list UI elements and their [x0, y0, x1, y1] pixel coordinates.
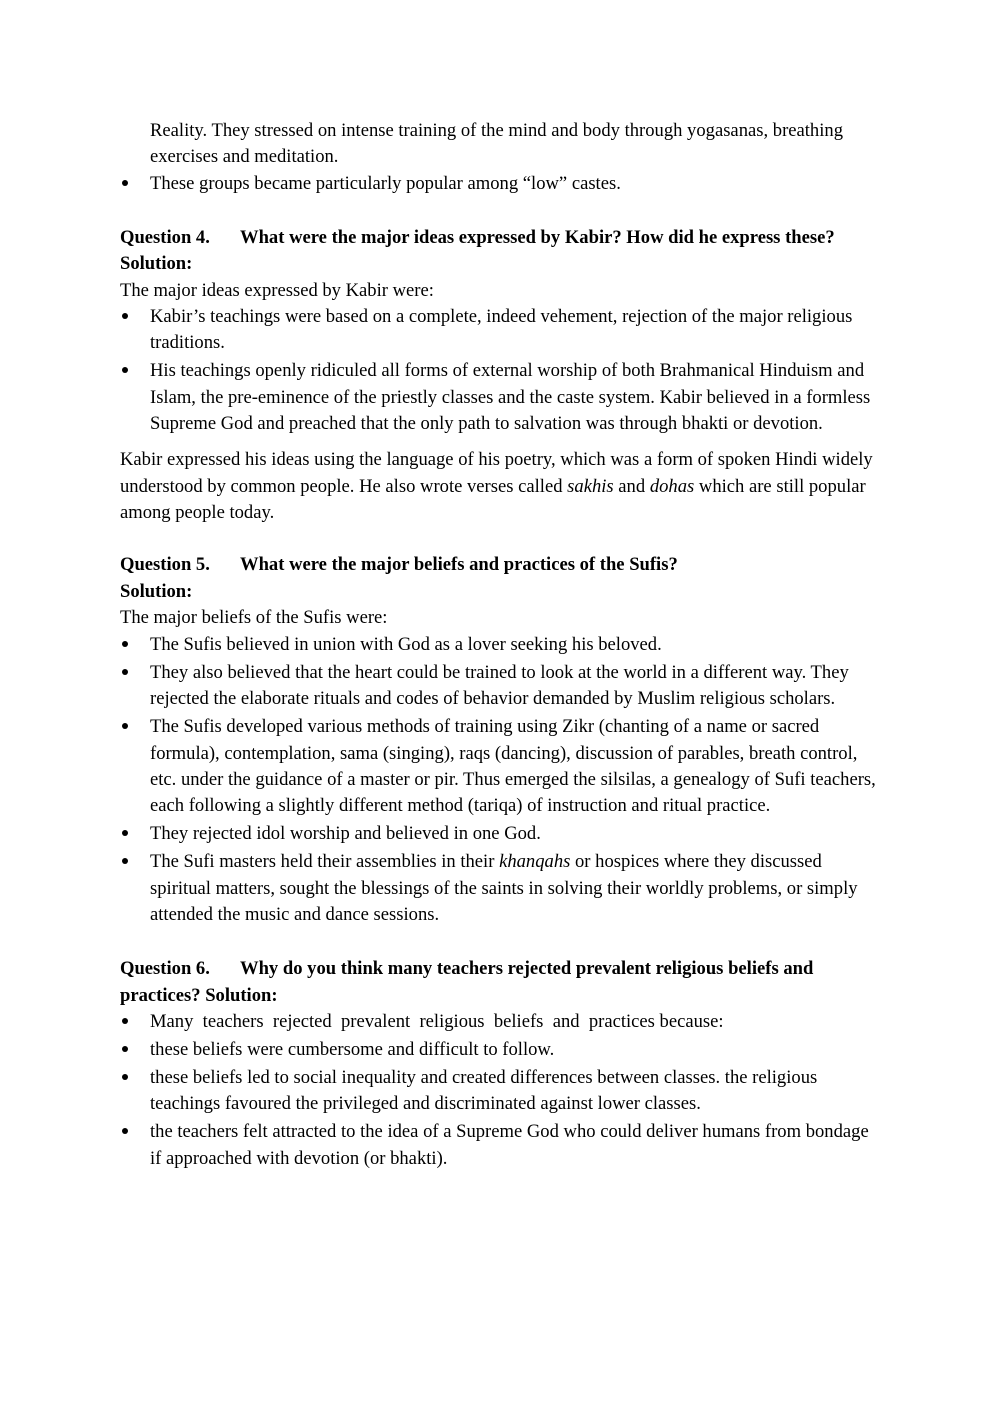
question-number: Question 6. [120, 958, 210, 980]
continued-paragraph: Reality. They stressed on intense training of the mind and body through yogasanas, breathing exercises and meditation. [150, 120, 843, 168]
document-page [120, 118, 880, 1174]
bullet-icon [122, 714, 136, 740]
bullet-icon [122, 358, 136, 384]
intro-bullet-list [120, 171, 880, 197]
question-6-heading [120, 956, 880, 1009]
solution-label: Solution: [120, 580, 193, 602]
bullet-icon [122, 1119, 136, 1145]
list-item: They rejected idol worship and believed in one God. [120, 821, 880, 847]
list-item: The Sufi masters held their assemblies in their khanqahs or hospices where they discussed spiritual matters, sought the blessings of the saints in solving their worldly problems, or simply attended the music and dance sessions. [120, 849, 880, 928]
q4-bullet-list [120, 304, 880, 438]
list-item: Many teachers rejected prevalent religious beliefs and practices because: [120, 1009, 880, 1035]
bullet-icon [122, 1037, 136, 1063]
bullet-icon [122, 1009, 136, 1035]
question-number: Question 4. [120, 226, 210, 248]
q6-bullet-list [120, 1009, 880, 1172]
question-text: What were the major beliefs and practices of the Sufis? [240, 554, 678, 576]
question-text: Why do you think many teachers rejected prevalent religious beliefs and practices? Solution: [120, 958, 814, 1006]
bullet-icon [122, 660, 136, 686]
q5-bullet-list [120, 632, 880, 929]
answer-lead: The major beliefs of the Sufis were: [120, 607, 388, 629]
bullet-icon [122, 849, 136, 875]
question-4-heading [120, 225, 880, 251]
bullet-icon [122, 304, 136, 330]
question-text: What were the major ideas expressed by Kabir? How did he express these? [240, 226, 835, 248]
bullet-icon [122, 821, 136, 847]
list-item: These groups became particularly popular among “low” castes. [120, 171, 880, 197]
list-item: the teachers felt attracted to the idea of a Supreme God who could deliver humans from bondage if approached with devotion (or bhakti). [120, 1119, 880, 1172]
list-item: these beliefs led to social inequality and created differences between classes. the religious teachings favoured the privileged and discriminated against lower classes. [120, 1065, 880, 1118]
list-item: They also believed that the heart could be trained to look at the world in a different way. They rejected the elaborate rituals and codes of behavior demanded by Muslim religious scholars. [120, 660, 880, 713]
question-number: Question 5. [120, 554, 210, 576]
list-item: The Sufis developed various methods of training using Zikr (chanting of a name or sacred formula), contemplation, sama (singing), raqs (dancing), discussion of parables, breath control, etc. under the guidance of a master or pir. Thus emerged the silsilas, a genealogy of Sufi teachers, each following a slightly different method (tariqa) of instruction and ritual practice. [120, 714, 880, 820]
answer-lead: The major ideas expressed by Kabir were: [120, 279, 434, 301]
question-5-heading [120, 552, 880, 578]
list-item: these beliefs were cumbersome and difficult to follow. [120, 1037, 880, 1063]
bullet-icon [122, 171, 136, 197]
list-item: His teachings openly ridiculed all forms of external worship of both Brahmanical Hinduism and Islam, the pre-eminence of the priestly classes and the caste system. Kabir believed in a formless Supreme God and preached that the only path to salvation was through bhakti or devotion. [120, 358, 880, 437]
bullet-icon [122, 1065, 136, 1091]
solution-label: Solution: [120, 253, 193, 275]
bullet-icon [122, 632, 136, 658]
q4-closing-paragraph: Kabir expressed his ideas using the language of his poetry, which was a form of spoken Hindi widely understood by common people. He also wrote verses called sakhis and dohas which are still popular among people today. [120, 449, 873, 524]
list-item: The Sufis believed in union with God as a lover seeking his beloved. [120, 632, 880, 658]
list-item: Kabir’s teachings were based on a complete, indeed vehement, rejection of the major religious traditions. [120, 304, 880, 357]
